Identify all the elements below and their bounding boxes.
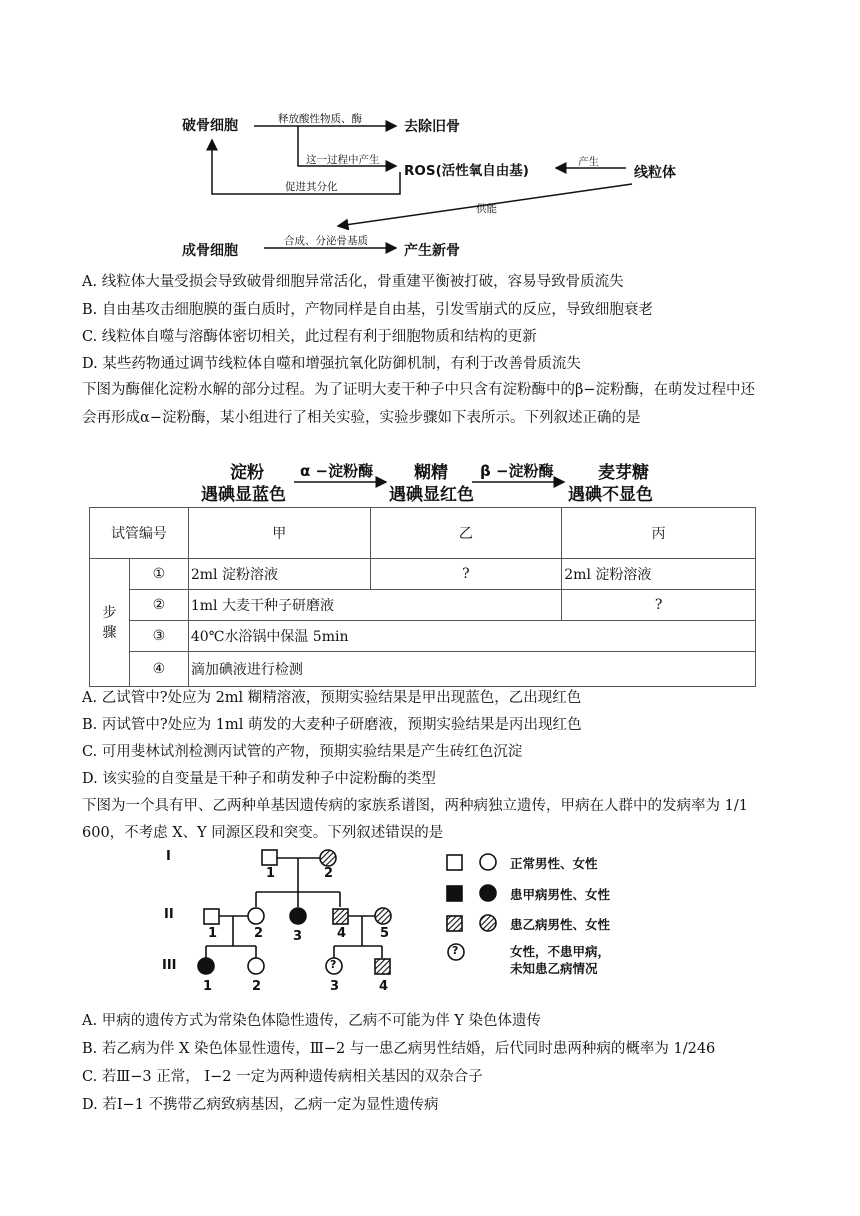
legend-yi-female-icon: [480, 915, 496, 931]
q2-stem-line2: 会再形成α−淀粉酶，某小组进行了相关实验，实验步骤如下表所示。下列叙述正确的是: [82, 410, 641, 426]
individual-number: 3: [293, 929, 303, 944]
table-row: [90, 621, 756, 652]
alpha-amylase-label: α −淀粉酶: [300, 462, 374, 480]
new-bone-label: 产生新骨: [404, 243, 460, 259]
table-row: [90, 652, 756, 687]
individual-II-2: [248, 908, 264, 924]
question-mark-icon: ?: [452, 944, 459, 957]
legend-normal-label: 正常男性、女性: [510, 856, 598, 871]
tube-jia-header: 甲: [188, 508, 370, 559]
step-number: ②: [129, 590, 188, 621]
q2-option-a: A. 乙试管中?处应为 2ml 糊精溶液，预期实验结果是甲出现蓝色，乙出现红色: [82, 690, 582, 706]
q3-stem-line1: 下图为一个具有甲、乙两种单基因遗传病的家族系谱图，两种病独立遗传，甲病在人群中的发病率为 1/1: [82, 798, 748, 814]
individual-number: 4: [379, 979, 389, 994]
generation-III-label: III: [162, 958, 177, 973]
q1-option-a: A. 线粒体大量受损会导致破骨细胞异常活化，骨重建平衡被打破，容易导致骨质流失: [82, 274, 624, 290]
generation-I-label: I: [166, 849, 171, 864]
legend-unknown-label-1: 女性，不患甲病，: [510, 944, 611, 959]
q2-option-d: D. 该实验的自变量是干种子和萌发种子中淀粉酶的类型: [82, 771, 436, 787]
legend-yi-label: 患乙病男性、女性: [510, 917, 611, 932]
q2-option-b: B. 丙试管中?处应为 1ml 萌发的大麦种子研磨液，预期实验结果是丙出现红色: [82, 717, 582, 733]
beta-amylase-label: β −淀粉酶: [480, 462, 554, 480]
individual-number: 4: [337, 926, 347, 941]
individual-number: 2: [324, 866, 334, 881]
individual-III-1: [198, 958, 214, 974]
q3-option-c: C. 若Ⅲ−3 正常， Ⅰ−2 一定为两种遗传病相关基因的双杂合子: [82, 1069, 483, 1085]
legend-normal-female-icon: [480, 854, 496, 870]
starch-color-label: 遇碘显蓝色: [201, 485, 286, 505]
step-number: ④: [129, 652, 188, 687]
legend-yi-male-icon: [447, 916, 462, 931]
generation-II-label: II: [164, 907, 174, 922]
q3-stem-line2: 600，不考虑 X、Y 同源区段和突变。下列叙述错误的是: [82, 825, 444, 841]
step-number: ①: [129, 559, 188, 590]
release-label: 释放酸性物质、酶: [278, 113, 362, 125]
legend-unknown-label-2: 未知患乙病情况: [510, 961, 598, 976]
steps-label: [90, 559, 130, 687]
tube-number-header: 试管编号: [90, 508, 189, 559]
produce-label: 产生: [578, 156, 599, 168]
table-row: [90, 590, 756, 621]
experiment-table: [89, 507, 756, 687]
tube-bing-header: 丙: [562, 508, 756, 559]
table-row: [90, 559, 756, 590]
step2-bing: ?: [562, 590, 756, 621]
pedigree-lines: [0, 840, 860, 1000]
tube-yi-header: 乙: [370, 508, 562, 559]
dextrin-label: 糊精: [414, 463, 448, 483]
q1-option-d: D. 某些药物通过调节线粒体自噬和增强抗氧化防御机制，有利于改善骨质流失: [82, 356, 581, 372]
maltose-label: 麦芽糖: [598, 463, 649, 483]
dextrin-color-label: 遇碘显红色: [389, 485, 474, 505]
individual-number: 1: [208, 926, 218, 941]
legend-jia-male-icon: [447, 886, 462, 901]
individual-II-1: [204, 909, 219, 924]
steps-label-char2: 骤: [102, 624, 117, 641]
q3-option-d: D. 若Ⅰ−1 不携带乙病致病基因，乙病一定为显性遗传病: [82, 1097, 439, 1113]
legend-jia-female-icon: [480, 885, 496, 901]
individual-number: 1: [203, 979, 213, 994]
step2-jia-yi: 1ml 大麦干种子研磨液: [188, 590, 561, 621]
individual-I-1: [262, 850, 277, 865]
individual-number: 1: [266, 866, 276, 881]
q3-option-a: A. 甲病的遗传方式为常染色体隐性遗传，乙病不可能为伴 Y 染色体遗传: [82, 1013, 541, 1029]
osteoclast-label: 破骨细胞: [182, 118, 238, 134]
individual-II-5: [375, 908, 391, 924]
question-mark-icon: ?: [330, 958, 337, 971]
step1-jia: 2ml 淀粉溶液: [188, 559, 370, 590]
table-header-row: [90, 508, 756, 559]
remove-old-bone-label: 去除旧骨: [404, 119, 460, 135]
individual-II-4: [333, 909, 348, 924]
individual-III-4: [375, 959, 390, 974]
in-process-label: 这一过程中产生: [306, 154, 380, 166]
starch-label: 淀粉: [230, 463, 264, 483]
individual-number: 2: [254, 926, 264, 941]
individual-II-3: [290, 908, 306, 924]
individual-number: 5: [380, 926, 390, 941]
step-number: ③: [129, 621, 188, 652]
q3-option-b: B. 若乙病为伴 X 染色体显性遗传，Ⅲ−2 与一患乙病男性结婚，后代同时患两种病的概率为 1/246: [82, 1041, 716, 1057]
promote-label: 促进其分化: [285, 181, 338, 193]
legend-jia-label: 患甲病男性、女性: [510, 887, 611, 902]
step4-all: 滴加碘液进行检测: [188, 652, 755, 687]
step1-yi: ?: [370, 559, 562, 590]
step3-all: 40℃水浴锅中保温 5min: [188, 621, 755, 652]
ros-label: ROS(活性氧自由基): [404, 163, 529, 179]
step1-bing: 2ml 淀粉溶液: [562, 559, 756, 590]
synthesize-label: 合成、分泌骨基质: [284, 235, 368, 247]
q1-option-c: C. 线粒体自噬与溶酶体密切相关，此过程有利于细胞物质和结构的更新: [82, 329, 537, 345]
steps-label-char1: 步: [102, 604, 117, 621]
q2-option-c: C. 可用斐林试剂检测丙试管的产物，预期实验结果是产生砖红色沉淀: [82, 744, 523, 760]
q1-option-b: B. 自由基攻击细胞膜的蛋白质时，产物同样是自由基，引发雪崩式的反应，导致细胞衰老: [82, 302, 653, 318]
maltose-color-label: 遇碘不显色: [568, 485, 653, 505]
mitochondria-label: 线粒体: [634, 165, 676, 181]
individual-number: 2: [252, 979, 262, 994]
osteoblast-label: 成骨细胞: [182, 243, 238, 259]
individual-I-2: [320, 850, 336, 866]
q2-stem-line1: 下图为酶催化淀粉水解的部分过程。为了证明大麦干种子中只含有淀粉酶中的β−淀粉酶，在萌发过程中还: [82, 382, 756, 398]
individual-number: 3: [330, 979, 340, 994]
legend-normal-male-icon: [447, 855, 462, 870]
supply-energy-label: 供能: [476, 203, 497, 215]
individual-III-2: [248, 958, 264, 974]
